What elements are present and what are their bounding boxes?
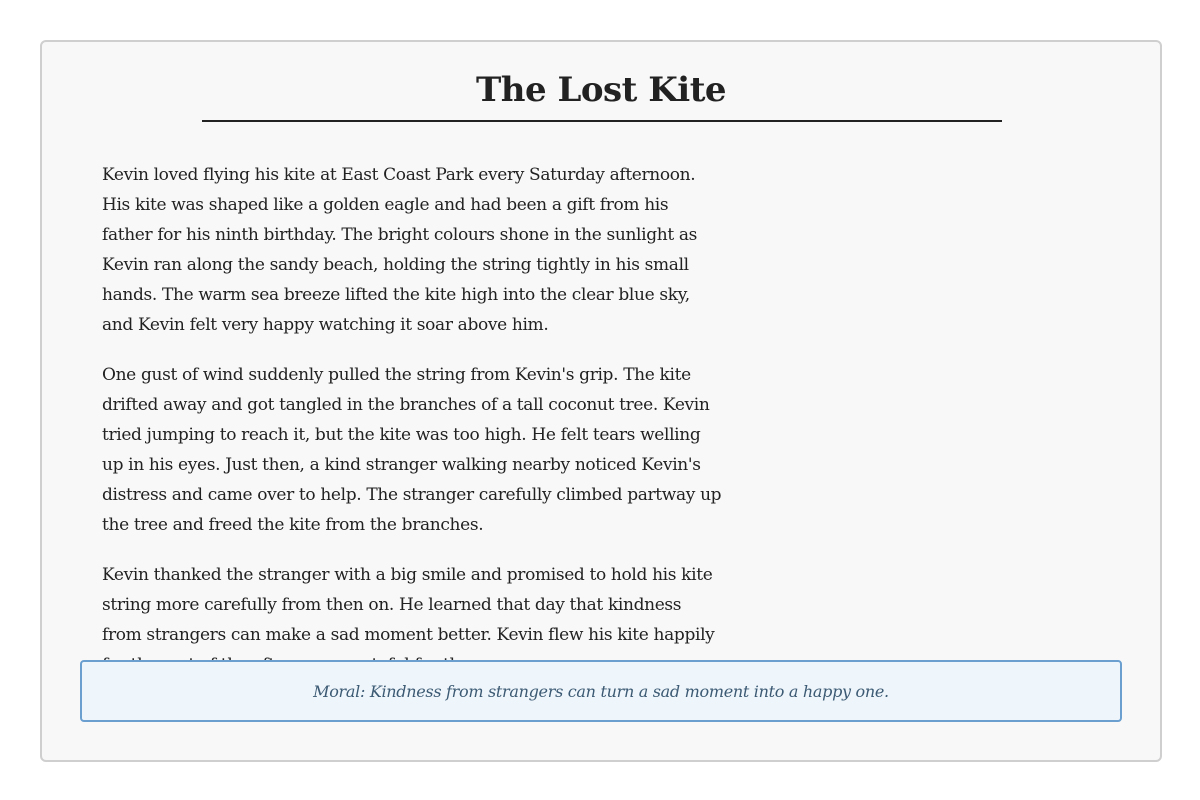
title-underline xyxy=(202,120,1002,122)
moral-text: Moral: Kindness from strangers can turn a sad moment into a happy one. xyxy=(313,681,889,701)
story-title: The Lost Kite xyxy=(475,70,727,110)
story-paragraph-3: Kevin thanked the stranger with a big smile and promised to hold his kite string more carefully from then on. He learned that day that kindness from strangers can make a sad moment better. Kevin flew his kite happily xyxy=(102,565,715,645)
story-paragraph-2: One gust of wind suddenly pulled the string from Kevin's grip. The kite drifted away and got tangled in the branches of a tall coconut tree. Kevin tried jumping to reach it, but the kite was too high. He felt tears welling up in his eyes. Just then, a kind stranger walking nearby noticed Kevin's distress and came over to help. The stranger carefully climbed partway up the tree and freed the kite from the branches. xyxy=(102,365,722,535)
story-body[interactable] xyxy=(102,160,722,672)
story-card xyxy=(40,40,1162,762)
story-paragraph-1: Kevin loved flying his kite at East Coast Park every Saturday afternoon. His kite was shaped like a golden eagle and had been a gift from his father for his ninth birthday. The bright colours shone in the sunlight as Kevin ran along the sandy beach, holding the string tightly in his small hands. The warm sea breeze lifted the kite high into the clear blue sky, and Kevin felt very happy watching it soar above him. xyxy=(102,165,698,335)
moral-box xyxy=(80,660,1122,722)
